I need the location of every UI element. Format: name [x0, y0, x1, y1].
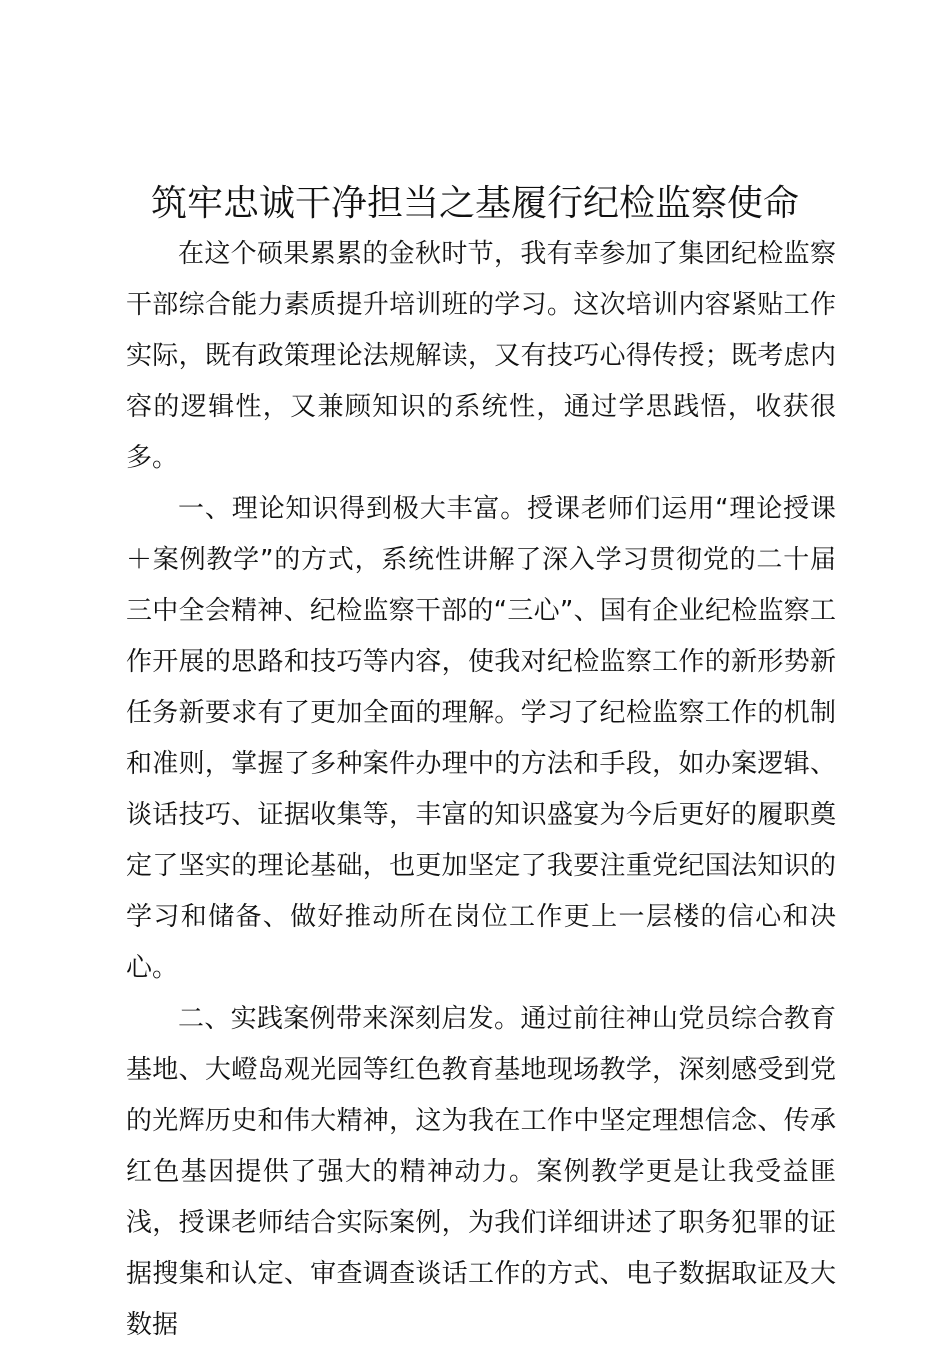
document-body: [126, 229, 836, 1351]
document-title: 筑牢忠诚干净担当之基履行纪检监察使命: [150, 183, 799, 224]
paragraph-theory-knowledge: 一、理论知识得到极大丰富。授课老师们运用“理论授课＋案例教学”的方式，系统性讲解了深入学习贯彻党的二十届三中全会精神、纪检监察干部的“三心”、国有企业纪检监察工作开展的思路和技巧等内容，使我对纪检监察工作的新形势新任务新要求有了更加全面的理解。学习了纪检监察工作的机制和准则，掌握了多种案件办理中的方法和手段，如办案逻辑、谈话技巧、证据收集等，丰富的知识盛宴为今后更好的履职奠定了坚实的理论基础，也更加坚定了我要注重党纪国法知识的学习和储备、做好推动所在岗位工作更上一层楼的信心和决心。: [126, 494, 836, 983]
paragraph-intro: 在这个硕果累累的金秋时节，我有幸参加了集团纪检监察干部综合能力素质提升培训班的学习。这次培训内容紧贴工作实际，既有政策理论法规解读，又有技巧心得传授；既考虑内容的逻辑性，又兼顾知识的系统性，通过学思践悟，收获很多。: [126, 239, 836, 473]
paragraph-practice-cases: 二、实践案例带来深刻启发。通过前往神山党员综合教育基地、大嶝岛观光园等红色教育基地现场教学，深刻感受到党的光辉历史和伟大精神，这为我在工作中坚定理想信念、传承红色基因提供了强大的精神动力。案例教学更是让我受益匪浅，授课老师结合实际案例，为我们详细讲述了职务犯罪的证据搜集和认定、审查调查谈话工作的方式、电子数据取证及大数据: [126, 1004, 836, 1340]
